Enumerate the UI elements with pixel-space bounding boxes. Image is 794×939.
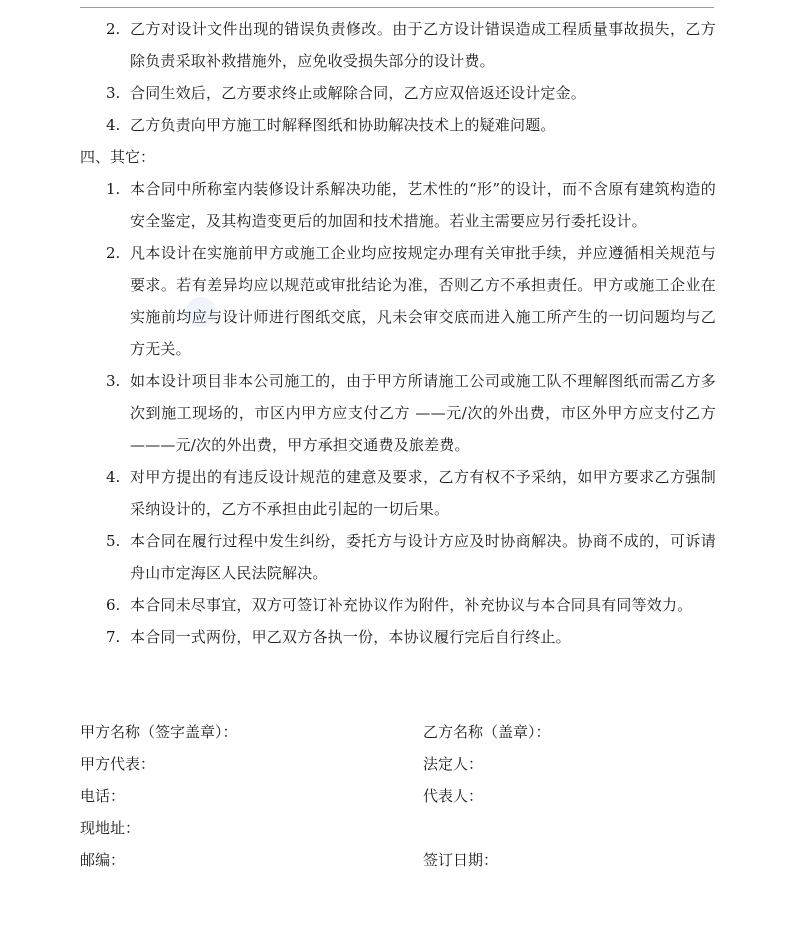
item-text: 合同生效后，乙方要求终止或解除合同，乙方应双倍返还设计定金。 <box>130 84 587 102</box>
list-item <box>106 589 716 621</box>
item-number: 2. <box>106 244 121 262</box>
signing-date: 签订日期： <box>423 851 499 869</box>
list-item <box>106 77 716 109</box>
list-item <box>106 13 716 77</box>
party-a-address: 现地址： <box>80 819 141 837</box>
item-text: 对甲方提出的有违反设计规范的建意及要求，乙方有权不予采纳，如甲方要求乙方强制采纳设计的，乙方不承担由此引起的一切后果。 <box>130 468 716 518</box>
list-item <box>106 173 716 237</box>
item-number: 3. <box>106 372 121 390</box>
list-item <box>106 365 716 461</box>
item-number: 1. <box>106 180 121 198</box>
item-text: 乙方对设计文件出现的错误负责修改。由于乙方设计错误造成工程质量事故损失，乙方除负责采取补救措施外，应免收受损失部分的设计费。 <box>130 20 716 70</box>
item-number: 5. <box>106 532 121 550</box>
list-item <box>106 237 716 365</box>
party-a-phone: 电话： <box>80 787 126 805</box>
item-text: 本合同一式两份，甲乙双方各执一份，本协议履行完后自行终止。 <box>130 628 571 646</box>
item-number: 7. <box>106 628 121 646</box>
party-a-representative: 甲方代表： <box>80 755 156 773</box>
party-b-representative: 代表人： <box>423 787 484 805</box>
list-item <box>106 525 716 589</box>
item-text: 如本设计项目非本公司施工的，由于甲方所请施工公司或施工队不理解图纸而需乙方多次到施工现场的，市区内甲方应支付乙方 ——元/次的外出费，市区外甲方应支付乙方 ———元/次的外出费，甲方承担交通费及旅差费。 <box>130 372 716 454</box>
item-text: 本合同在履行过程中发生纠纷，委托方与设计方应及时协商解决。协商不成的，可诉请舟山市定海区人民法院解决。 <box>130 532 716 582</box>
item-text: 本合同中所称室内装修设计系解决功能，艺术性的“形”的设计，而不含原有建筑构造的安全鉴定，及其构造变更后的加固和技术措施。若业主需要应另行委托设计。 <box>130 180 716 230</box>
item-number: 6. <box>106 596 121 614</box>
item-text: 凡本设计在实施前甲方或施工企业均应按规定办理有关审批手续，并应遵循相关规范与要求。若有差异均应以规范或审批结论为准，否则乙方不承担责任。甲方或施工企业在实施前均应与设计师进行图纸交底，凡未会审交底而进入施工所产生的一切问题均与乙方无关。 <box>130 244 716 358</box>
item-number: 4. <box>106 468 121 486</box>
item-text: 乙方负责向甲方施工时解释图纸和协助解决技术上的疑难问题。 <box>130 116 556 134</box>
list-item <box>106 621 716 653</box>
list-item <box>106 461 716 525</box>
party-b-legal-person: 法定人： <box>423 755 484 773</box>
section-title: 四、其它： <box>80 148 156 166</box>
header-rule <box>80 7 714 8</box>
item-number: 3. <box>106 84 121 102</box>
list-item <box>106 109 716 141</box>
party-a-name: 甲方名称（签字盖章）： <box>80 723 238 741</box>
party-a-postcode: 邮编： <box>80 851 126 869</box>
party-b-name: 乙方名称（盖章）： <box>423 723 551 741</box>
item-number: 4. <box>106 116 121 134</box>
item-number: 2. <box>106 20 121 38</box>
item-text: 本合同未尽事宜，双方可签订补充协议作为附件，补充协议与本合同具有同等效力。 <box>130 596 693 614</box>
